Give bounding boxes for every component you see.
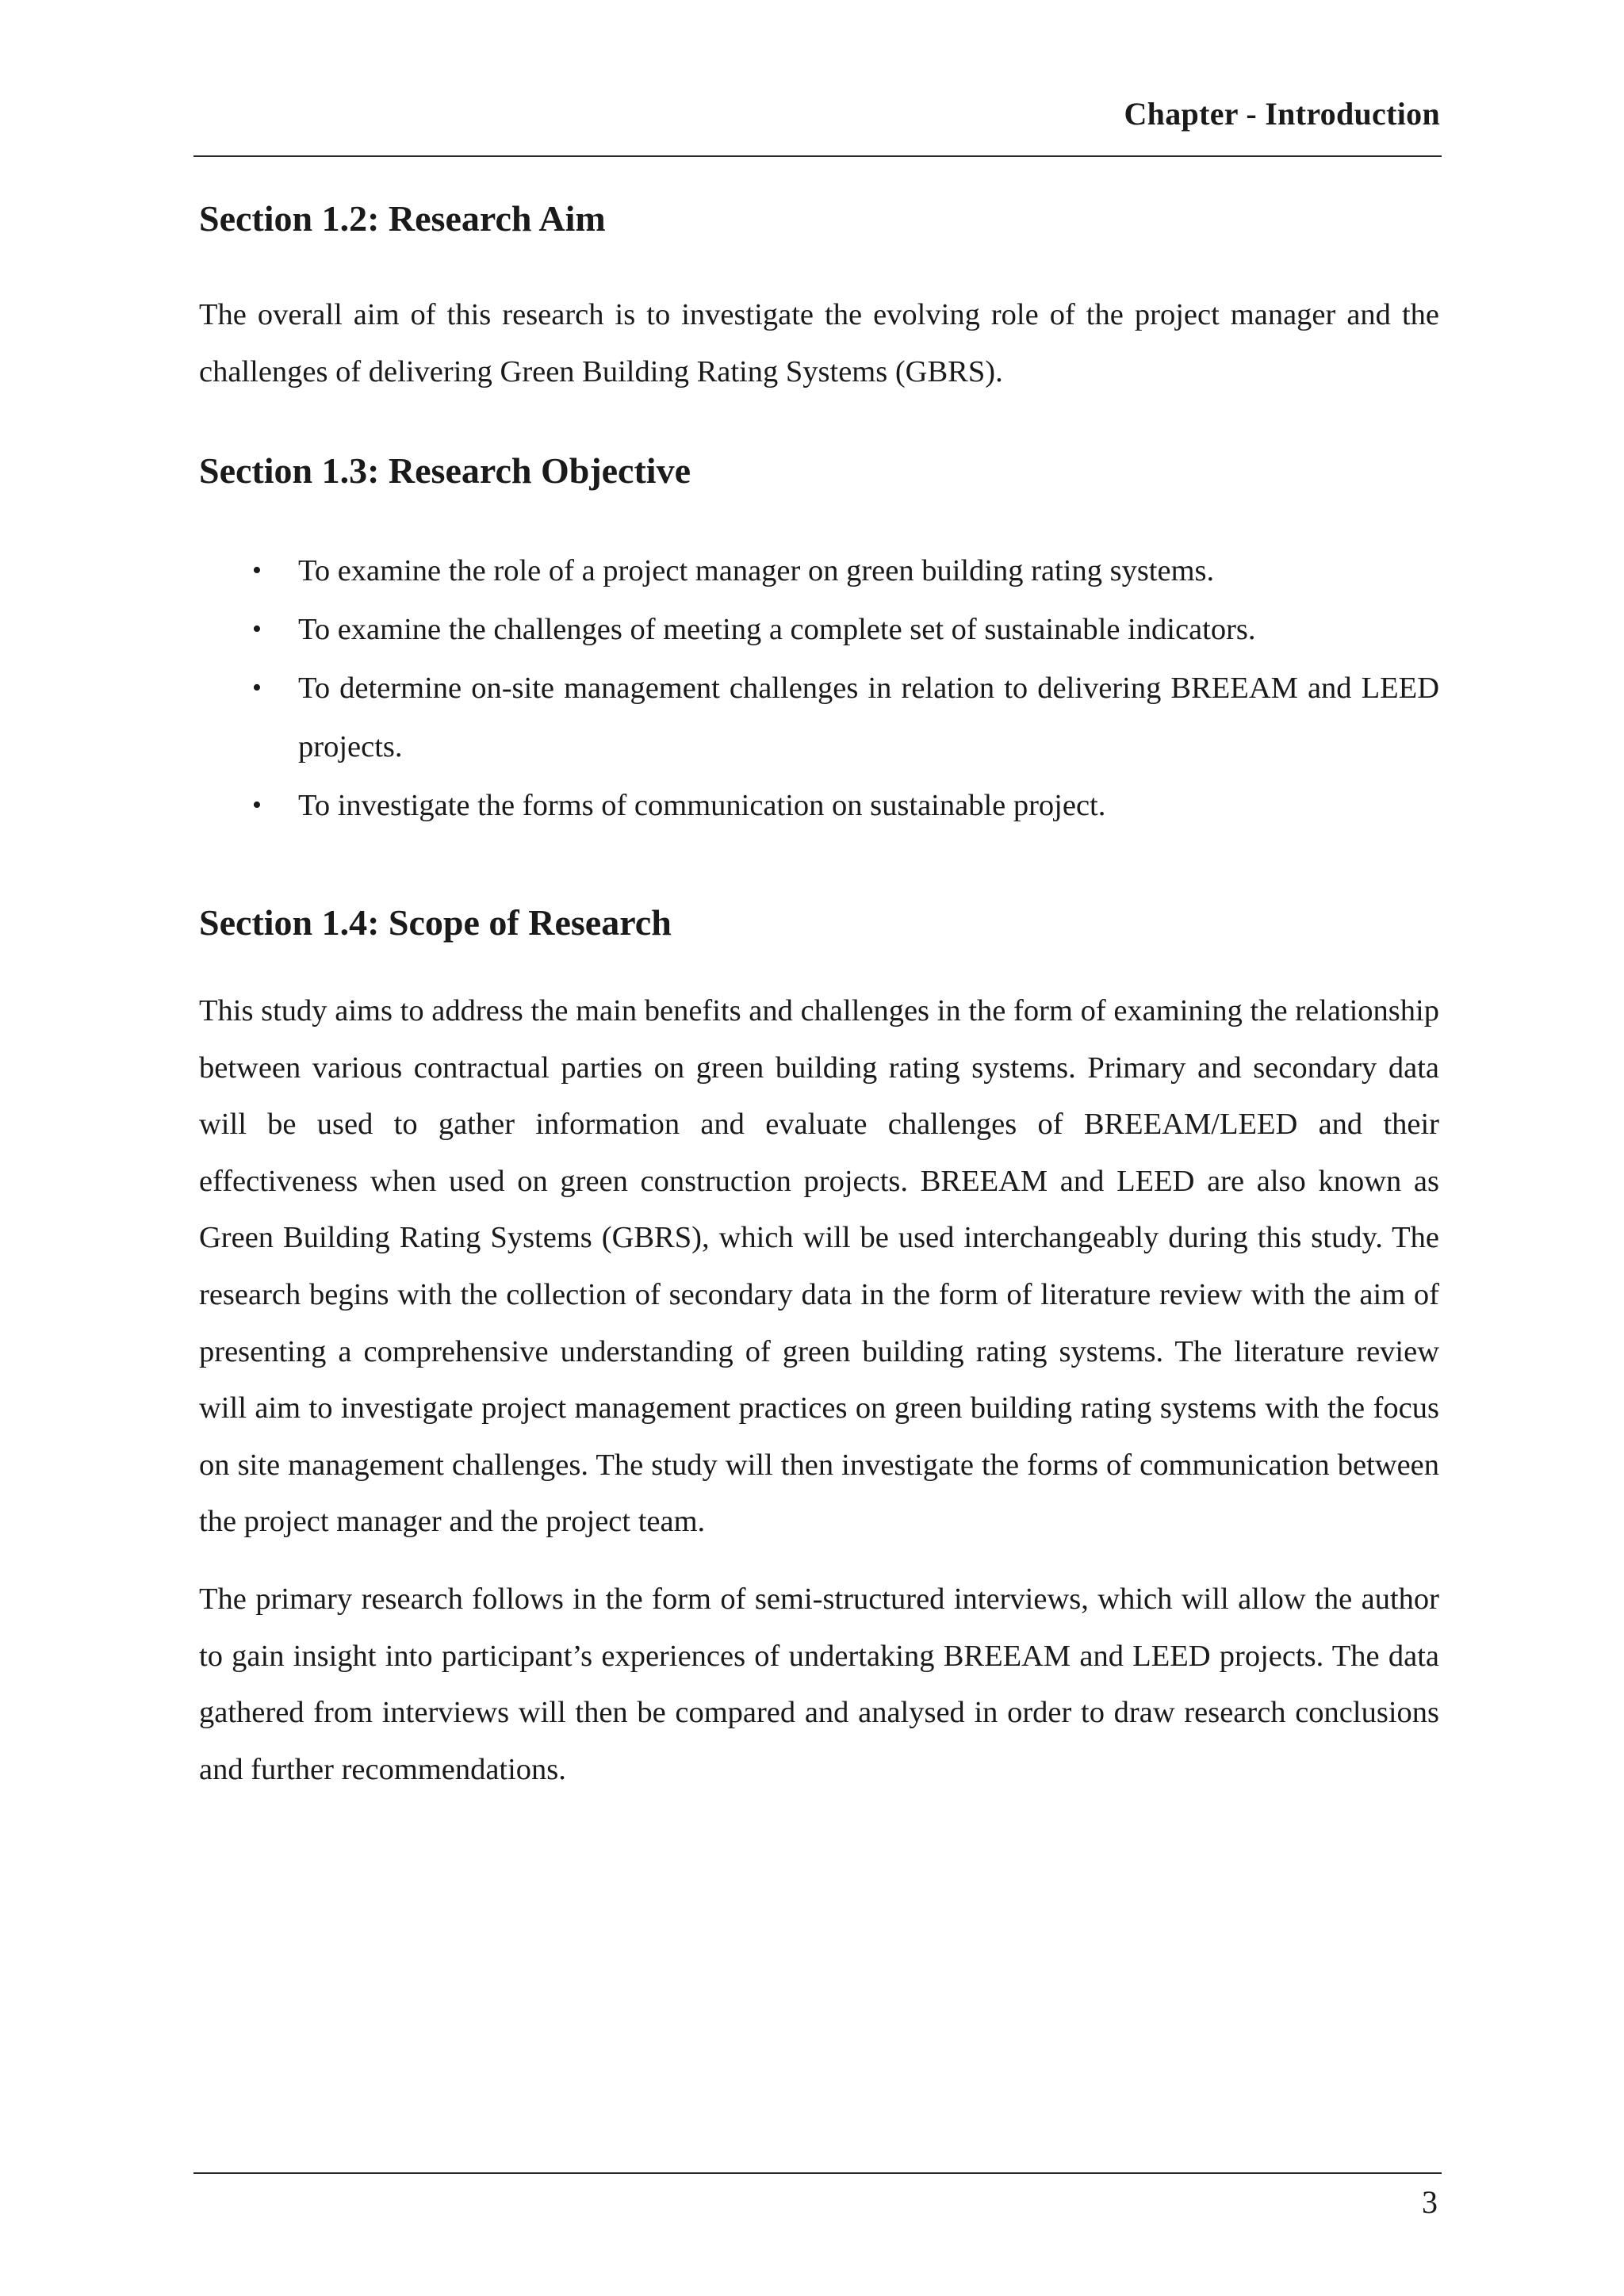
bullet-icon: •: [252, 614, 262, 644]
list-item: [199, 659, 1439, 776]
footer-divider: [193, 2172, 1442, 2174]
research-aim-paragraph: The overall aim of this research is to investigate the evolving role of the project manager and the challenges of delivering Green Building Rating Systems (GBRS).: [199, 298, 1439, 388]
objective-text: To investigate the forms of communication on sustainable project.: [298, 789, 1106, 822]
objective-text: To examine the challenges of meeting a complete set of sustainable indicators.: [298, 613, 1256, 646]
bullet-icon: •: [252, 673, 262, 702]
list-item: [199, 541, 1439, 600]
page-number: 3: [1422, 2184, 1438, 2220]
running-header: Chapter - Introduction: [1124, 96, 1440, 132]
list-item: [199, 600, 1439, 659]
section-heading-scope-of-research: Section 1.4: Scope of Research: [199, 902, 672, 943]
bullet-icon: •: [252, 790, 262, 820]
objective-text: To examine the role of a project manager on green building rating systems.: [298, 554, 1215, 587]
scope-paragraph-2: The primary research follows in the form of semi-structured interviews, which will allow the author to gain insight into participant’s experiences of undertaking BREEAM and LEED projects. The data gathered from interviews will then be compared and analysed in order to draw research conclusions and further recommendations.: [199, 1582, 1439, 1786]
objective-text: To determine on-site management challenges in relation to delivering BREEAM and LEED projects.: [298, 672, 1439, 763]
bullet-icon: •: [252, 556, 262, 585]
list-item: [199, 776, 1439, 835]
objectives-list: [199, 541, 1439, 835]
scope-paragraph-1: This study aims to address the main benefits and challenges in the form of examining the relationship between various contractual parties on green building rating systems. Primary and secondary data will be used to gather information and evaluate challenges of BREEAM/LEED and their effectiveness when used on green construction projects. BREEAM and LEED are also known as Green Building Rating Systems (GBRS), which will be used interchangeably during this study. The research begins with the collection of secondary data in the form of literature review with the aim of presenting a comprehensive understanding of green building rating systems. The literature review will aim to investigate project management practices on green building rating systems with the focus on site management challenges. The study will then investigate the forms of communication between the project manager and the project team.: [199, 994, 1439, 1539]
section-heading-research-aim: Section 1.2: Research Aim: [199, 198, 606, 239]
header-divider: [193, 155, 1442, 157]
section-heading-research-objective: Section 1.3: Research Objective: [199, 450, 691, 491]
